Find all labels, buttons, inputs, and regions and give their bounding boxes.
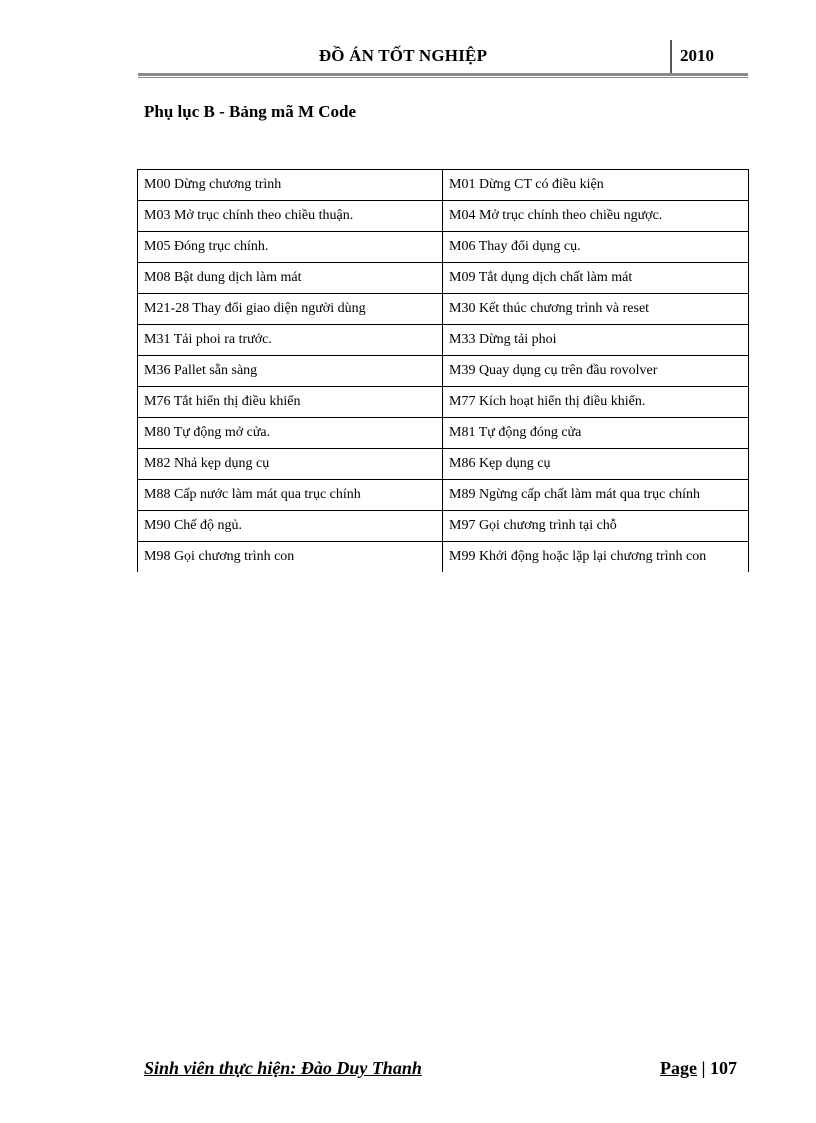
footer-author: Sinh viên thực hiện: Đào Duy Thanh <box>144 1058 422 1078</box>
table-cell: M09 Tắt dụng dịch chất làm mát <box>443 263 749 294</box>
header-rule <box>138 73 748 76</box>
table-cell: M06 Thay đổi dụng cụ. <box>443 232 749 263</box>
table-cell: M97 Gọi chương trình tại chỗ <box>443 511 749 542</box>
table-row <box>138 356 749 387</box>
table-cell: M31 Tải phoi ra trước. <box>138 325 443 356</box>
table-row <box>138 387 749 418</box>
table-row <box>138 201 749 232</box>
table-cell: M76 Tắt hiển thị điều khiển <box>138 387 443 418</box>
table-cell: M30 Kết thúc chương trình và reset <box>443 294 749 325</box>
document-year: 2010 <box>680 46 714 65</box>
m-code-table <box>137 169 749 572</box>
table-cell: M86 Kẹp dụng cụ <box>443 449 749 480</box>
table-row <box>138 542 749 573</box>
table-row <box>138 480 749 511</box>
page-label: Page <box>660 1058 697 1078</box>
page-separator: | <box>701 1058 706 1078</box>
table-row <box>138 511 749 542</box>
table-cell: M88 Cấp nước làm mát qua trục chính <box>138 480 443 511</box>
table-cell: M08 Bật dung dịch làm mát <box>138 263 443 294</box>
table-cell: M90 Chế độ ngủ. <box>138 511 443 542</box>
table-cell: M98 Gọi chương trình con <box>138 542 443 573</box>
table-cell: M00 Dừng chương trình <box>138 170 443 201</box>
table-cell: M36 Pallet sẵn sàng <box>138 356 443 387</box>
table-row <box>138 170 749 201</box>
table-cell: M99 Khởi động hoặc lặp lại chương trình con <box>443 542 749 573</box>
table-cell: M39 Quay dụng cụ trên đầu rovolver <box>443 356 749 387</box>
table-cell: M04 Mở trục chính theo chiều ngược. <box>443 201 749 232</box>
table-cell: M33 Dừng tải phoi <box>443 325 749 356</box>
table-cell: M21-28 Thay đổi giao diện người dùng <box>138 294 443 325</box>
footer-page <box>660 1058 737 1079</box>
table-cell: M01 Dừng CT có điều kiện <box>443 170 749 201</box>
document-title: ĐỒ ÁN TỐT NGHIỆP <box>318 46 488 65</box>
table-row <box>138 232 749 263</box>
section-title: Phụ lục B - Bảng mã M Code <box>144 102 357 121</box>
table-cell: M80 Tự động mở cửa. <box>138 418 443 449</box>
table-cell: M82 Nhả kẹp dụng cụ <box>138 449 443 480</box>
table-cell: M77 Kích hoạt hiển thị điều khiển. <box>443 387 749 418</box>
header-separator <box>670 40 672 74</box>
page-number: 107 <box>709 1058 737 1078</box>
table-cell: M89 Ngừng cấp chất làm mát qua trục chính <box>443 480 749 511</box>
table-row <box>138 294 749 325</box>
table-cell: M05 Đóng trục chính. <box>138 232 443 263</box>
table-cell: M03 Mở trục chính theo chiều thuận. <box>138 201 443 232</box>
table-row <box>138 325 749 356</box>
table-cell: M81 Tự động đóng cửa <box>443 418 749 449</box>
table-row <box>138 449 749 480</box>
table-row <box>138 418 749 449</box>
table-row <box>138 263 749 294</box>
header-rule-thin <box>138 77 748 78</box>
